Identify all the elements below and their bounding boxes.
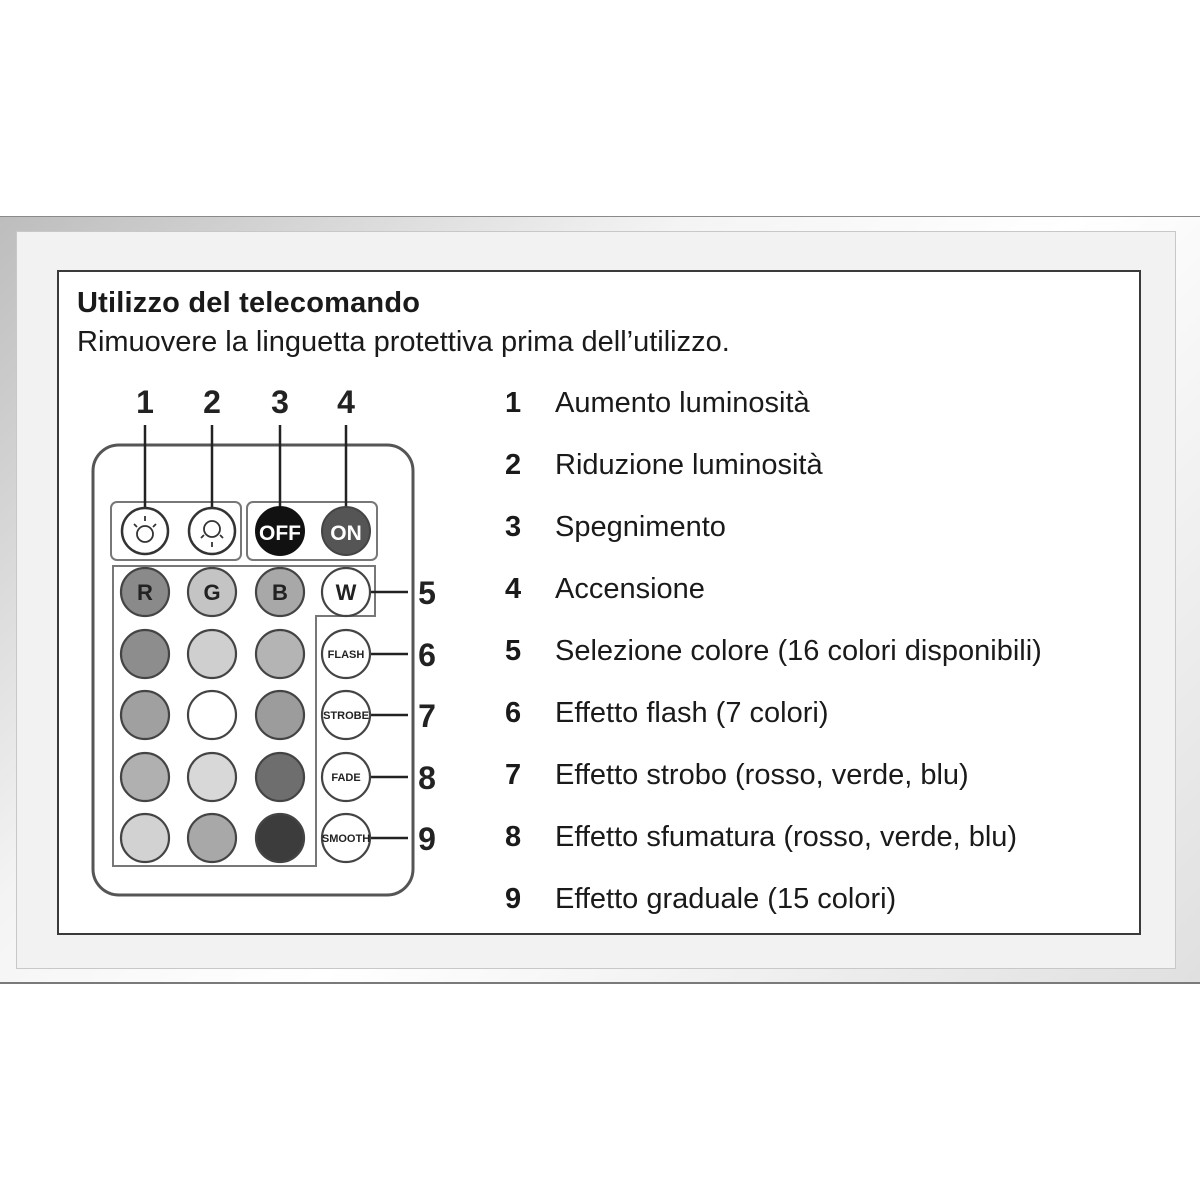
color-swatch-button-shape (121, 630, 169, 678)
callout-7: 7 (418, 698, 436, 734)
flash-button[interactable] (322, 630, 370, 678)
color-swatch-button-shape (188, 691, 236, 739)
legend-number: 9 (505, 882, 522, 915)
strobe-button[interactable] (322, 691, 370, 739)
fade-button-label: FADE (331, 771, 361, 784)
flash-button-label: FLASH (327, 648, 365, 661)
legend-item (505, 434, 1042, 496)
fade-button[interactable] (322, 753, 370, 801)
color-swatch-button[interactable] (121, 691, 169, 739)
color-button-g[interactable] (188, 568, 236, 616)
legend-text: Riduzione luminosità (555, 448, 823, 481)
color-swatch-button[interactable] (256, 814, 304, 862)
color-button-b[interactable] (256, 568, 304, 616)
color-button-w-label: W (335, 579, 357, 605)
off-button[interactable] (256, 507, 304, 555)
legend-text: Effetto sfumatura (rosso, verde, blu) (555, 820, 1018, 853)
color-swatch-button[interactable] (188, 814, 236, 862)
callout-6: 6 (418, 637, 436, 673)
legend-item (505, 496, 1042, 558)
legend-item (505, 806, 1042, 868)
legend-text: Accensione (555, 572, 705, 605)
color-swatch-button[interactable] (121, 630, 169, 678)
color-swatch-button-shape (188, 814, 236, 862)
legend-number: 6 (505, 696, 522, 729)
color-button-r-label: R (137, 579, 153, 605)
color-button-b-label: B (272, 579, 288, 605)
legend-number: 8 (505, 820, 522, 853)
smooth-button[interactable] (322, 814, 370, 862)
legend-text: Spegnimento (555, 510, 726, 543)
legend-text: Effetto graduale (15 colori) (555, 882, 897, 915)
legend-item (505, 620, 1042, 682)
brightness-up-button[interactable] (122, 508, 168, 554)
color-swatch-button[interactable] (256, 753, 304, 801)
color-swatch-button[interactable] (121, 814, 169, 862)
legend-item (505, 744, 1042, 806)
on-label: ON (330, 522, 362, 545)
legend-item (505, 372, 1042, 434)
legend-number: 5 (505, 634, 522, 667)
button-legend (505, 372, 1042, 930)
panel-title: Utilizzo del telecomando (77, 287, 421, 319)
color-swatch-button-shape (188, 753, 236, 801)
legend-number: 4 (505, 572, 522, 605)
color-swatch-button-shape (121, 814, 169, 862)
color-swatch-button-shape (188, 630, 236, 678)
legend-number: 3 (505, 510, 522, 543)
color-swatch-button[interactable] (188, 691, 236, 739)
legend-text: Aumento luminosità (555, 386, 810, 419)
color-swatch-button-shape (121, 753, 169, 801)
legend-number: 7 (505, 758, 522, 791)
color-swatch-button[interactable] (188, 753, 236, 801)
callout-2: 2 (203, 384, 221, 420)
color-swatch-button[interactable] (188, 630, 236, 678)
color-swatch-button[interactable] (256, 630, 304, 678)
color-swatch-button[interactable] (256, 691, 304, 739)
brightness-down-button[interactable] (189, 508, 235, 554)
color-swatch-button-shape (256, 630, 304, 678)
callout-5: 5 (418, 575, 436, 611)
legend-number: 2 (505, 448, 522, 481)
callout-4: 4 (337, 384, 355, 420)
smooth-button-label: SMOOTH (321, 832, 371, 845)
color-swatch-button-shape (256, 691, 304, 739)
legend-text: Selezione colore (16 colori disponibili) (555, 634, 1042, 667)
legend-text: Effetto strobo (rosso, verde, blu) (555, 758, 969, 791)
callout-9: 9 (418, 821, 436, 857)
callout-1: 1 (136, 384, 154, 420)
color-swatch-button-shape (256, 753, 304, 801)
color-swatch-button-shape (121, 691, 169, 739)
on-button[interactable] (322, 507, 370, 555)
legend-item (505, 682, 1042, 744)
legend-item (505, 558, 1042, 620)
legend-text: Effetto flash (7 colori) (555, 696, 829, 729)
color-swatch-button-shape (256, 814, 304, 862)
panel-subtitle: Rimuovere la linguetta protettiva prima dell’utilizzo. (77, 326, 730, 358)
callout-8: 8 (418, 760, 436, 796)
color-button-g-label: G (203, 579, 221, 605)
color-button-w[interactable] (322, 568, 370, 616)
strobe-button-label: STROBE (323, 709, 369, 722)
color-button-r[interactable] (121, 568, 169, 616)
off-label: OFF (259, 522, 301, 545)
legend-number: 1 (505, 386, 522, 419)
legend-item (505, 868, 1042, 930)
callout-3: 3 (271, 384, 289, 420)
color-swatch-button[interactable] (121, 753, 169, 801)
